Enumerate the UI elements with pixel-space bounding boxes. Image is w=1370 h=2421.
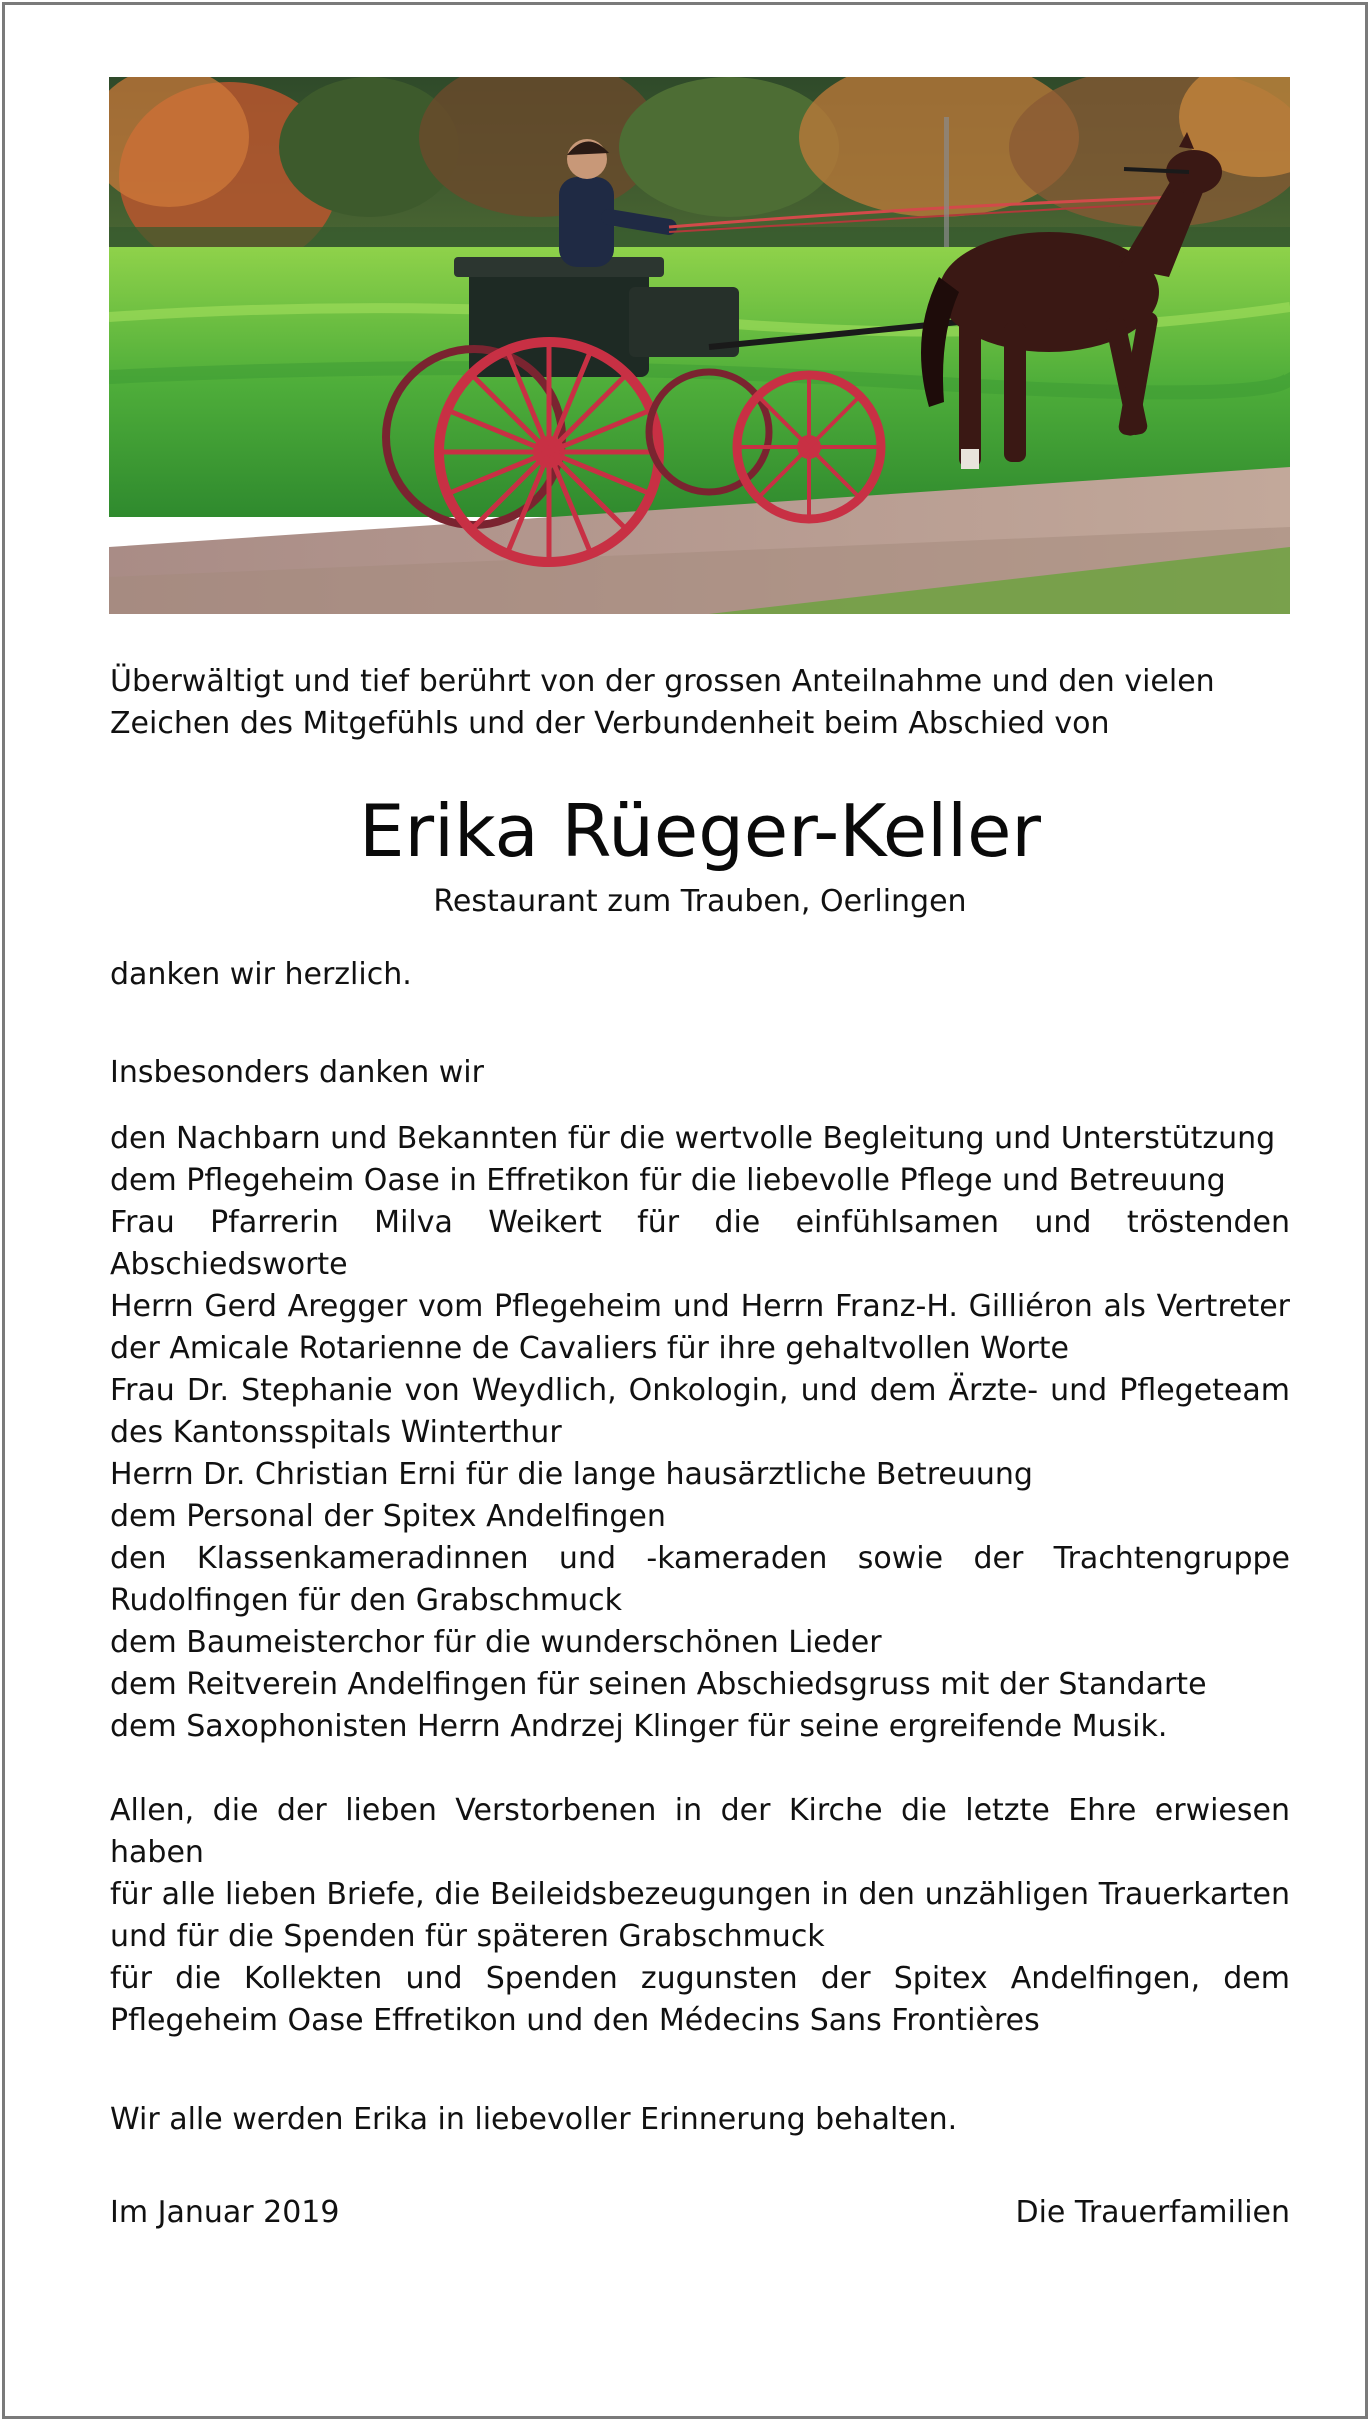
list-item: dem Personal der Spitex Andelfingen xyxy=(110,1499,666,1534)
list-item: dem Baumeisterchor für die wunderschönen Lieder xyxy=(110,1625,882,1660)
horse-carriage-photo xyxy=(109,77,1290,614)
thanks-line: danken wir herzlich. xyxy=(110,957,412,992)
footer-date: Im Januar 2019 xyxy=(110,2195,340,2230)
thanks-list-2 xyxy=(110,1790,1290,2042)
list-item: Herrn Dr. Christian Erni für die lange hausärztliche Betreuung xyxy=(110,1457,1033,1492)
closing-line: Wir alle werden Erika in liebevoller Erinnerung behalten. xyxy=(110,2102,958,2137)
list-item: für alle lieben Briefe, die Beileidsbezeugungen in den unzähligen Trauerkarten und für die Spenden für späteren Grabschmuck xyxy=(110,1877,1290,1954)
list-item: den Klassenkameradinnen und -kameraden sowie der Trachtengruppe Rudolfingen für den Grabschmuck xyxy=(110,1541,1290,1618)
list-item: dem Reitverein Andelfingen für seinen Abschiedsgruss mit der Standarte xyxy=(110,1667,1207,1702)
deceased-name: Erika Rüeger-Keller xyxy=(358,789,1042,873)
list-item: Herrn Gerd Aregger vom Pflegeheim und Herrn Franz-H. Gilliéron als Vertreter der Amicale Rotarienne de Cavaliers für ihre gehaltvollen Worte xyxy=(110,1289,1290,1366)
thanks-list xyxy=(110,1118,1290,1748)
insbesonders-heading: Insbesonders danken wir xyxy=(110,1055,484,1090)
list-item: dem Saxophonisten Herrn Andrzej Klinger für seine ergreifende Musik. xyxy=(110,1709,1168,1744)
list-item: Frau Pfarrerin Milva Weikert für die einfühlsamen und tröstenden Abschiedsworte xyxy=(110,1205,1290,1282)
obituary-text xyxy=(110,661,1290,2234)
list-item: Allen, die der lieben Verstorbenen in der Kirche die letzte Ehre erwiesen haben xyxy=(110,1793,1290,1870)
list-item: Frau Dr. Stephanie von Weydlich, Onkologin, und dem Ärzte- und Pflegeteam des Kantonsspitals Winterthur xyxy=(110,1373,1290,1450)
intro-text: Überwältigt und tief berührt von der grossen Anteilnahme und den vielen Zeichen des Mitgefühls und der Verbundenheit beim Abschied von xyxy=(110,664,1215,741)
list-item: dem Pflegeheim Oase in Effretikon für die liebevolle Pflege und Betreuung xyxy=(110,1163,1226,1198)
obituary-card xyxy=(2,2,1368,2419)
deceased-subtitle: Restaurant zum Trauben, Oerlingen xyxy=(433,884,967,919)
footer-signature: Die Trauerfamilien xyxy=(1015,2195,1290,2230)
footer xyxy=(110,2192,1290,2234)
list-item: für die Kollekten und Spenden zugunsten der Spitex Andelfingen, dem Pflegeheim Oase Effretikon und den Médecins Sans Frontières xyxy=(110,1961,1290,2038)
list-item: den Nachbarn und Bekannten für die wertvolle Begleitung und Unterstützung xyxy=(110,1121,1276,1156)
